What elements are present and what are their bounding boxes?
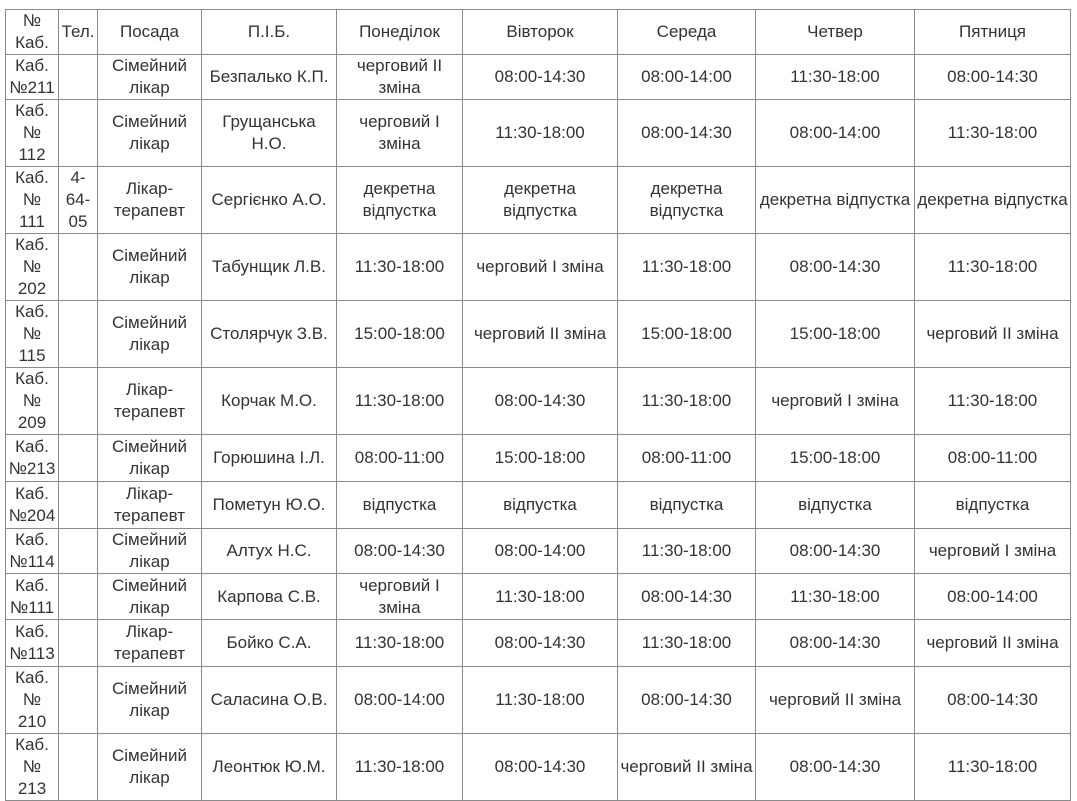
cell-wednesday: 08:00-14:30	[618, 100, 756, 167]
cell-position: Сімейний лікар	[98, 435, 202, 482]
cell-friday: 08:00-14:00	[915, 574, 1071, 620]
cell-room: Каб. №213	[6, 435, 59, 482]
cell-tuesday: 11:30-18:00	[463, 667, 618, 734]
cell-tuesday: 08:00-14:30	[463, 734, 618, 801]
cell-thursday: черговий I зміна	[756, 368, 915, 435]
cell-thursday: 08:00-14:00	[756, 100, 915, 167]
table-row	[6, 620, 1071, 667]
cell-position: Сімейний лікар	[98, 55, 202, 100]
cell-thursday: 15:00-18:00	[756, 435, 915, 482]
cell-name: Столярчук З.В.	[202, 301, 337, 368]
cell-position: Лікар-терапевт	[98, 620, 202, 667]
cell-name: Табунщик Л.В.	[202, 234, 337, 301]
cell-friday: 11:30-18:00	[915, 368, 1071, 435]
cell-phone	[59, 482, 98, 529]
cell-tuesday: черговий II зміна	[463, 301, 618, 368]
cell-tuesday: 11:30-18:00	[463, 574, 618, 620]
cell-wednesday: 08:00-11:00	[618, 435, 756, 482]
cell-room: Каб. №111	[6, 574, 59, 620]
cell-tuesday: 15:00-18:00	[463, 435, 618, 482]
table-row	[6, 574, 1071, 620]
cell-position: Сімейний лікар	[98, 529, 202, 574]
cell-phone: 4-64-05	[59, 167, 98, 234]
cell-thursday: 08:00-14:30	[756, 734, 915, 801]
cell-monday: 08:00-11:00	[337, 435, 463, 482]
table-row	[6, 482, 1071, 529]
cell-name: Пометун Ю.О.	[202, 482, 337, 529]
cell-tuesday: декретна відпустка	[463, 167, 618, 234]
cell-room: Каб. № 213	[6, 734, 59, 801]
cell-room: Каб. №113	[6, 620, 59, 667]
cell-tuesday: 11:30-18:00	[463, 100, 618, 167]
cell-wednesday: 11:30-18:00	[618, 368, 756, 435]
cell-wednesday: 08:00-14:30	[618, 574, 756, 620]
cell-thursday: відпустка	[756, 482, 915, 529]
cell-position: Лікар-терапевт	[98, 482, 202, 529]
cell-room: Каб. № 115	[6, 301, 59, 368]
cell-wednesday: 08:00-14:00	[618, 55, 756, 100]
cell-thursday: 08:00-14:30	[756, 529, 915, 574]
cell-position: Сімейний лікар	[98, 100, 202, 167]
cell-monday: 11:30-18:00	[337, 368, 463, 435]
cell-phone	[59, 529, 98, 574]
cell-wednesday: декретна відпустка	[618, 167, 756, 234]
cell-wednesday: 15:00-18:00	[618, 301, 756, 368]
cell-monday: 11:30-18:00	[337, 620, 463, 667]
schedule-table	[5, 9, 1071, 801]
cell-monday: відпустка	[337, 482, 463, 529]
cell-phone	[59, 100, 98, 167]
cell-friday: 11:30-18:00	[915, 734, 1071, 801]
table-row	[6, 435, 1071, 482]
header-tuesday: Вівторок	[463, 10, 618, 55]
cell-phone	[59, 301, 98, 368]
cell-name: Алтух Н.С.	[202, 529, 337, 574]
cell-room: Каб. № 202	[6, 234, 59, 301]
cell-monday: черговий II зміна	[337, 55, 463, 100]
cell-room: Каб. №204	[6, 482, 59, 529]
cell-name: Корчак М.О.	[202, 368, 337, 435]
cell-position: Сімейний лікар	[98, 234, 202, 301]
cell-tuesday: 08:00-14:00	[463, 529, 618, 574]
cell-position: Лікар-терапевт	[98, 368, 202, 435]
header-position: Посада	[98, 10, 202, 55]
header-name: П.І.Б.	[202, 10, 337, 55]
header-phone: Тел.	[59, 10, 98, 55]
cell-position: Сімейний лікар	[98, 574, 202, 620]
table-row	[6, 529, 1071, 574]
cell-wednesday: відпустка	[618, 482, 756, 529]
cell-wednesday: 08:00-14:30	[618, 667, 756, 734]
cell-monday: 08:00-14:30	[337, 529, 463, 574]
cell-friday: декретна відпустка	[915, 167, 1071, 234]
cell-phone	[59, 734, 98, 801]
cell-name: Леонтюк Ю.М.	[202, 734, 337, 801]
cell-phone	[59, 234, 98, 301]
cell-friday: 08:00-11:00	[915, 435, 1071, 482]
cell-monday: 11:30-18:00	[337, 734, 463, 801]
cell-room: Каб. № 111	[6, 167, 59, 234]
cell-room: Каб. № 112	[6, 100, 59, 167]
cell-friday: черговий I зміна	[915, 529, 1071, 574]
cell-tuesday: відпустка	[463, 482, 618, 529]
cell-name: Горюшина І.Л.	[202, 435, 337, 482]
cell-phone	[59, 368, 98, 435]
table-row	[6, 234, 1071, 301]
cell-name: Безпалько К.П.	[202, 55, 337, 100]
cell-name: Бойко С.А.	[202, 620, 337, 667]
cell-tuesday: 08:00-14:30	[463, 368, 618, 435]
cell-room: Каб. №211	[6, 55, 59, 100]
cell-thursday: декретна відпустка	[756, 167, 915, 234]
cell-monday: 15:00-18:00	[337, 301, 463, 368]
cell-position: Сімейний лікар	[98, 301, 202, 368]
cell-thursday: 15:00-18:00	[756, 301, 915, 368]
cell-wednesday: черговий II зміна	[618, 734, 756, 801]
table-row	[6, 667, 1071, 734]
header-friday: Пятниця	[915, 10, 1071, 55]
table-row	[6, 55, 1071, 100]
cell-friday: 11:30-18:00	[915, 234, 1071, 301]
cell-room: Каб. №114	[6, 529, 59, 574]
cell-wednesday: 11:30-18:00	[618, 529, 756, 574]
cell-monday: 08:00-14:00	[337, 667, 463, 734]
header-thursday: Четвер	[756, 10, 915, 55]
cell-monday: декретна відпустка	[337, 167, 463, 234]
cell-phone	[59, 620, 98, 667]
table-row	[6, 167, 1071, 234]
cell-phone	[59, 55, 98, 100]
header-wednesday: Середа	[618, 10, 756, 55]
cell-tuesday: 08:00-14:30	[463, 55, 618, 100]
table-row	[6, 734, 1071, 801]
table-row	[6, 301, 1071, 368]
cell-tuesday: 08:00-14:30	[463, 620, 618, 667]
cell-thursday: 11:30-18:00	[756, 55, 915, 100]
cell-thursday: 08:00-14:30	[756, 620, 915, 667]
header-monday: Понеділок	[337, 10, 463, 55]
cell-friday: 08:00-14:30	[915, 667, 1071, 734]
cell-room: Каб. № 210	[6, 667, 59, 734]
cell-friday: відпустка	[915, 482, 1071, 529]
cell-name: Грущанська Н.О.	[202, 100, 337, 167]
cell-name: Карпова С.В.	[202, 574, 337, 620]
cell-monday: черговий I зміна	[337, 100, 463, 167]
cell-thursday: 11:30-18:00	[756, 574, 915, 620]
cell-phone	[59, 435, 98, 482]
cell-wednesday: 11:30-18:00	[618, 234, 756, 301]
cell-position: Сімейний лікар	[98, 667, 202, 734]
cell-wednesday: 11:30-18:00	[618, 620, 756, 667]
cell-tuesday: черговий I зміна	[463, 234, 618, 301]
cell-name: Саласина О.В.	[202, 667, 337, 734]
cell-thursday: черговий II зміна	[756, 667, 915, 734]
cell-position: Сімейний лікар	[98, 734, 202, 801]
cell-phone	[59, 574, 98, 620]
cell-monday: черговий I зміна	[337, 574, 463, 620]
header-row	[6, 10, 1071, 55]
table-row	[6, 368, 1071, 435]
cell-phone	[59, 667, 98, 734]
table-row	[6, 100, 1071, 167]
cell-name: Сергієнко А.О.	[202, 167, 337, 234]
cell-friday: 08:00-14:30	[915, 55, 1071, 100]
header-room: № Каб.	[6, 10, 59, 55]
cell-friday: 11:30-18:00	[915, 100, 1071, 167]
cell-thursday: 08:00-14:30	[756, 234, 915, 301]
cell-friday: черговий II зміна	[915, 620, 1071, 667]
cell-monday: 11:30-18:00	[337, 234, 463, 301]
cell-position: Лікар-терапевт	[98, 167, 202, 234]
cell-friday: черговий II зміна	[915, 301, 1071, 368]
cell-room: Каб. № 209	[6, 368, 59, 435]
